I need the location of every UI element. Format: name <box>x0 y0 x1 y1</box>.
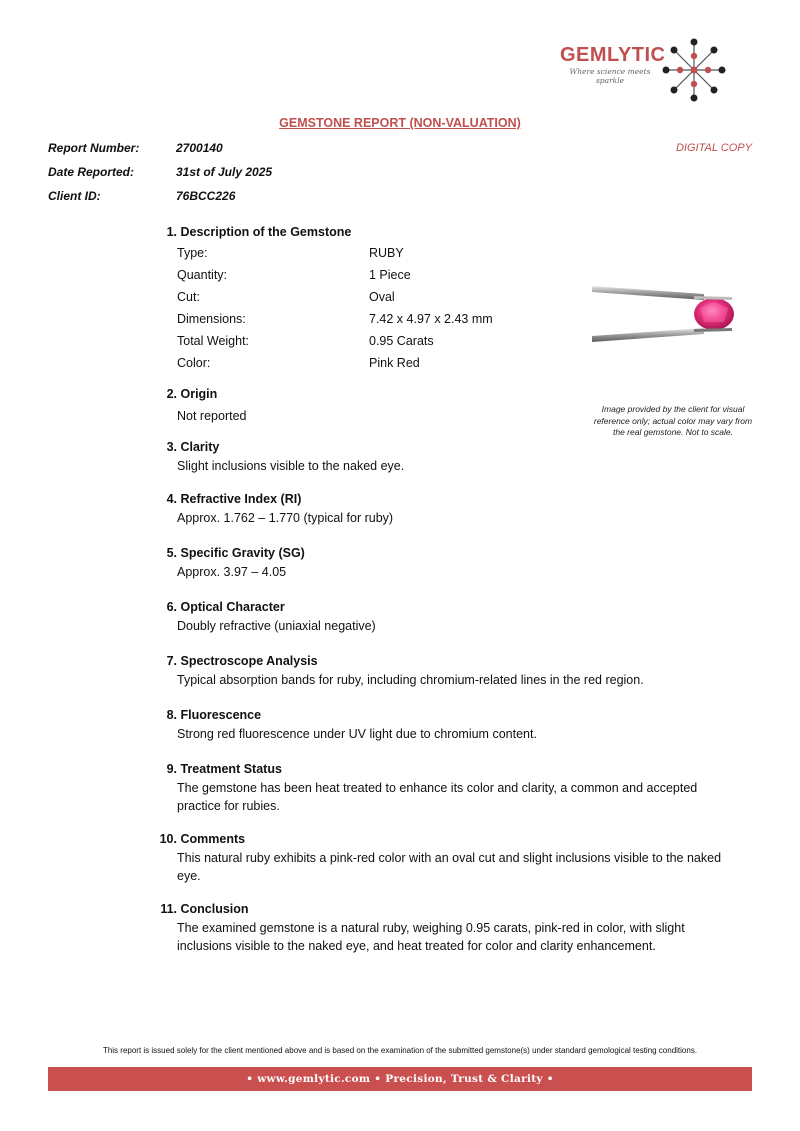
section-title: Optical Character <box>180 600 285 614</box>
table-row <box>177 352 493 374</box>
section-number: 10. <box>159 832 177 846</box>
meta-label: Report Number: <box>48 141 140 155</box>
section-title: Spectroscope Analysis <box>180 654 318 668</box>
section-text: The examined gemstone is a natural ruby, weighing 0.95 carats, pink-red in color, with slight inclusions visible to the naked eye, and heat treated for color and clarity enhancement. <box>177 921 685 953</box>
section-text: This natural ruby exhibits a pink-red color with an oval cut and slight inclusions visible to the naked eye. <box>177 851 722 883</box>
section-number: 2. <box>166 387 177 401</box>
desc-key: Total Weight: <box>177 334 250 348</box>
section-comments <box>150 829 740 885</box>
brand-emblem-icon <box>662 38 726 102</box>
table-row <box>177 264 493 286</box>
gemstone-image <box>592 278 742 350</box>
image-caption: Image provided by the client for visual reference only; actual color may vary from the real gemstone. Not to scale. <box>593 404 753 437</box>
section-number: 6. <box>166 600 177 614</box>
section-specific-gravity <box>150 543 740 581</box>
brand-tagline: Where science meets sparkle <box>569 67 651 85</box>
section-fluorescence <box>150 705 740 743</box>
table-row <box>177 286 493 308</box>
section-text: Typical absorption bands for ruby, including chromium-related lines in the red region. <box>177 673 644 687</box>
section-text: Approx. 1.762 – 1.770 (typical for ruby) <box>177 511 394 525</box>
section-optical-character <box>150 597 740 635</box>
section-spectroscope <box>150 651 740 689</box>
section-text: Approx. 3.97 – 4.05 <box>177 565 287 579</box>
section-title: Origin <box>180 387 218 401</box>
table-row <box>177 242 493 264</box>
desc-key: Dimensions: <box>177 312 246 326</box>
section-number: 4. <box>166 492 177 506</box>
table-row <box>177 308 493 330</box>
meta-label: Client ID: <box>48 189 101 203</box>
desc-value: Oval <box>369 290 395 304</box>
section-number: 1. <box>166 225 177 239</box>
desc-value: 7.42 x 4.97 x 2.43 mm <box>369 312 493 326</box>
table-row <box>177 330 493 352</box>
report-number: 2700140 <box>176 141 223 155</box>
brand-name: GEMLYTIC <box>560 44 666 66</box>
section-title: Description of the Gemstone <box>180 225 352 239</box>
date-reported: 31st of July 2025 <box>176 165 273 179</box>
section-title: Specific Gravity (SG) <box>180 546 305 560</box>
report-number-row <box>48 141 223 155</box>
description-table <box>177 242 493 374</box>
section-number: 8. <box>166 708 177 722</box>
section-number: 7. <box>166 654 177 668</box>
section-title: Fluorescence <box>180 708 262 722</box>
desc-key: Type: <box>177 246 208 260</box>
section-title: Comments <box>180 832 246 846</box>
digital-copy-label: DIGITAL COPY <box>675 142 752 154</box>
desc-value: RUBY <box>369 246 404 260</box>
section-text: Slight inclusions visible to the naked eye. <box>177 459 405 473</box>
client-id-row <box>48 189 235 203</box>
desc-value: 1 Piece <box>369 268 411 282</box>
section-title: Clarity <box>180 440 220 454</box>
report-title: GEMSTONE REPORT (NON-VALUATION) <box>279 116 521 130</box>
footer-note: This report is issued solely for the client mentioned above and is based on the examination of the submitted gemstone(s) under standard gemological testing conditions. <box>102 1046 698 1055</box>
section-title: Treatment Status <box>180 762 282 776</box>
footer-bar: • www.gemlytic.com • Precision, Trust & Clarity • <box>48 1067 752 1091</box>
section-conclusion <box>150 899 740 955</box>
date-reported-row <box>48 165 272 179</box>
brand-logo <box>560 44 666 85</box>
desc-key: Color: <box>177 356 211 370</box>
section-text: Not reported <box>177 409 247 423</box>
section-number: 9. <box>166 762 177 776</box>
section-title: Refractive Index (RI) <box>180 492 302 506</box>
section-number: 3. <box>166 440 177 454</box>
section-number: 11. <box>160 902 177 916</box>
desc-value: 0.95 Carats <box>369 334 434 348</box>
section-refractive-index <box>150 489 740 527</box>
client-id: 76BCC226 <box>176 189 236 203</box>
section-text: Strong red fluorescence under UV light due to chromium content. <box>177 727 537 741</box>
desc-key: Cut: <box>177 290 200 304</box>
meta-label: Date Reported: <box>48 165 135 179</box>
section-text: Doubly refractive (uniaxial negative) <box>177 619 376 633</box>
section-treatment-status <box>150 759 740 815</box>
section-clarity <box>150 437 740 475</box>
section-title: Conclusion <box>180 902 249 916</box>
desc-key: Quantity: <box>177 268 228 282</box>
section-number: 5. <box>166 546 177 560</box>
section-text: The gemstone has been heat treated to enhance its color and clarity, a common and accepted practice for rubies. <box>177 781 698 813</box>
desc-value: Pink Red <box>369 356 420 370</box>
